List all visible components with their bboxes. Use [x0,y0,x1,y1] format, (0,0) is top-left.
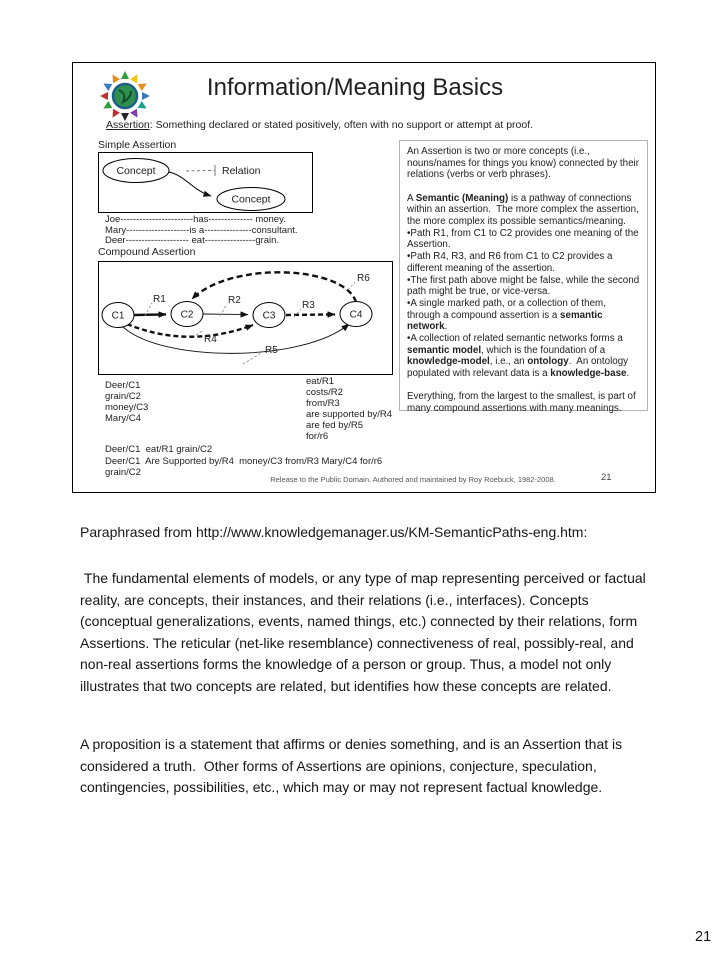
mapping-grain-c2: grain/C2 [105,391,141,402]
panel-para-assertion: An Assertion is two or more concepts (i.e., nouns/names for things you know) connected by their relations (verbs or verb phrases). [407,146,642,181]
panel-semantic-bold: Semantic (Meaning) [415,192,509,204]
simple-assertion-heading: Simple Assertion [98,139,177,151]
bullet5-bold1: semantic model [407,344,482,356]
bullet5-seg4: . An ontology populated with relevant data is a [407,356,631,380]
compound-assertion-diagram [98,261,393,375]
bullet5-bold2: knowledge-model [407,356,490,368]
node-c3-label: C3 [262,310,276,322]
example-mary: Mary--------------------is a---------------consultant. [105,224,298,236]
mapping-eat-r1: eat/R1 [306,376,334,387]
leader-r4 [196,331,202,335]
explanation-panel [399,140,648,415]
bullet5-bold3: ontology [527,356,569,368]
edge-r6-label: R6 [357,273,370,284]
bullet5-bold4: knowledge-base [550,368,627,380]
leader-r5 [243,352,263,364]
edge-r6 [192,272,356,302]
leader-r6 [348,282,355,290]
concept-top-label: Concept [116,165,156,177]
panel-bullet-path-r4: •Path R4, R3, and R6 from C1 to C2 provides a different meaning of the assertion. [407,251,616,274]
mapping-deer-c1: Deer/C1 [105,380,141,391]
node-c1-label: C1 [111,310,125,322]
panel-semantic-seg1: A [407,192,416,204]
panel-para-everything: Everything, from the largest to the smallest, is part of many compound assertions with many meanings. [407,391,639,415]
node-c4-label: C4 [349,309,363,321]
slide-page-number: 21 [601,472,612,483]
panel-bullet-semantic-network [407,298,640,333]
panel-semantic-seg2: is a pathway of connections within an assertion. The more complex the assertion, the more complex its possible semantics/meaning. [407,192,642,228]
concept-mapping-list [105,380,148,424]
bullet5-seg1: •A collection of related semantic networks forms a [407,333,626,345]
simple-assertion-diagram [98,152,313,213]
panel-para-semantic [407,193,640,228]
sentence-2: Deer/C1 Are Supported by/R4 money/C3 from/R3 Mary/C4 for/r6 [105,455,383,467]
edge-r3-label: R3 [302,300,315,311]
release-note: Release to the Public Domain. Authored and maintained by Roy Roebuck, 1982-2008. [270,475,556,484]
concept-bottom-label: Concept [231,193,271,206]
page-number: 21 [695,929,712,945]
mapping-costs-r2: costs/R2 [306,387,343,398]
relation-mapping-list [306,376,392,442]
mapping-money-c3: money/C3 [105,402,149,413]
edge-r1-label: R1 [153,294,166,305]
mapping-fed-r5: are fed by/R5 [306,420,364,431]
body-paragraph-2: A proposition is a statement that affirms or denies something, and is an Assertion that is considered a truth. Other forms of Assertions are opinions, conjecture, speculation, contingencies, possibilities, etc., which may or may not represent factual knowledge. [80,736,627,795]
mapping-supported-r4: are supported by/R4 [306,409,393,420]
edge-r4-label: R4 [204,334,217,345]
assertion-definition-text: : Something declared or stated positively, often with no support or attempt at proof. [149,119,534,131]
simple-assertion-examples [105,215,298,247]
bullet4-bold: semantic network [407,309,606,333]
mapping-for-r6: for/r6 [306,431,329,442]
bullet4-seg2: . [444,321,448,333]
body-paragraph-1: The fundamental elements of models, or any type of map representing perceived or factual reality, are concepts, their instances, and their relations (i.e., interfaces). Concepts (conceptual generalizations, events, named things, etc.) connected by their relations, form Assertions. The reticular (net-like resemblance) connectiveness of real, possibly-real, and non-real assertions forms the knowledge of a person or group. Thus, a model not only illustrates that two concepts are related, but identifies how these concepts are related. [80,570,650,694]
bullet4-seg1: •A single marked path, or a collection of them, through a compound assertion is a [407,297,609,321]
edge-r3 [286,314,335,315]
mapping-mary-c4: Mary/C4 [105,413,141,424]
relation-label: Relation [222,165,261,177]
source-attribution-line: Paraphrased from http://www.knowledgemanager.us/KM-SemanticPaths-eng.htm: [80,524,588,540]
node-c2-label: C2 [180,309,194,321]
edge-r2-label: R2 [228,295,241,306]
assertion-sentences [105,444,382,479]
compound-assertion-heading: Compound Assertion [98,246,196,258]
bullet5-seg3: , i.e., an [489,356,528,368]
edge-r1 [134,314,166,315]
example-joe: Joe-----------------------has-------------- money. [105,214,286,225]
sentence-1: Deer/C1 eat/R1 grain/C2 [105,444,213,455]
panel-bullet-path-r1: •Path R1, from C1 to C2 provides one meaning of the Assertion. [407,227,641,251]
panel-bullet-first-path: •The first path above might be false, while the second path might be true, or vice-versa. [407,274,642,298]
mapping-from-r3: from/R3 [306,398,340,409]
bullet5-seg2: , which is the foundation of a [481,344,608,356]
bullet5-seg5: . [626,368,630,380]
concept-relation-arrow [169,172,211,196]
example-deer: Deer-------------------- eat----------------grain. [105,235,280,246]
slide-title: Information/Meaning Basics [206,74,504,101]
edge-r2 [203,314,248,315]
assertion-definition [106,119,533,131]
presentation-slide [72,62,656,493]
sentence-3: grain/C2 [105,467,141,478]
relation-leader-line [186,171,214,172]
edge-r5 [121,324,349,353]
assertion-term: Assertion [106,119,150,131]
panel-bullet-semantic-model [407,333,640,380]
edge-r5-label: R5 [265,345,278,356]
